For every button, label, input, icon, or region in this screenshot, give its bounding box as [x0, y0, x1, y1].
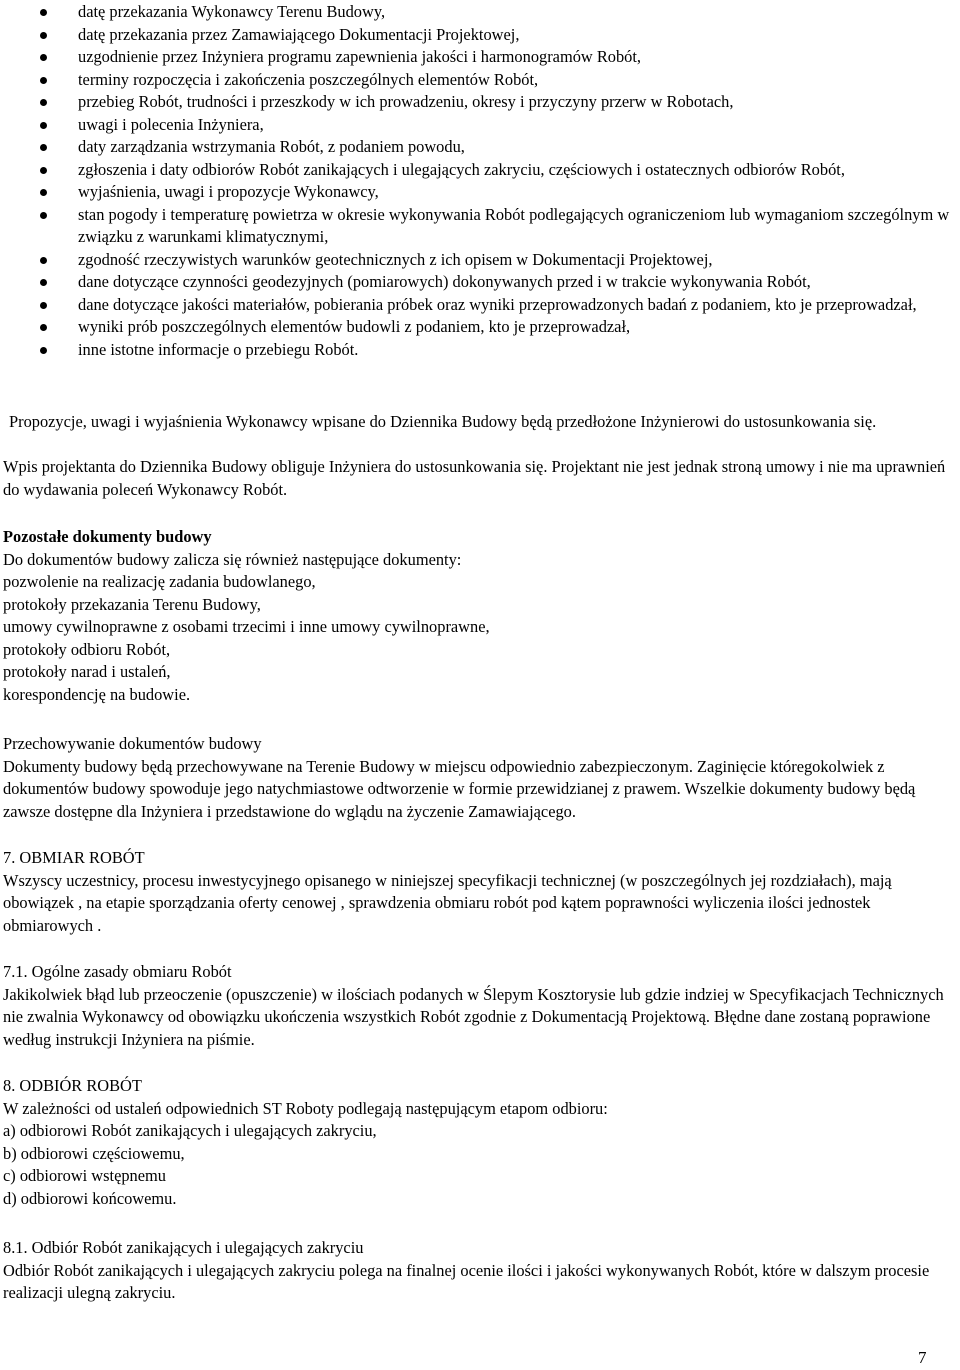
- list-item: dane dotyczące jakości materiałów, pobierania próbek oraz wyniki przeprowadzonych badań z podaniem, kto je przeprowadzał,: [0, 294, 960, 317]
- list-item: datę przekazania przez Zamawiającego Dokumentacji Projektowej,: [0, 24, 960, 47]
- section-text: Odbiór Robót zanikających i ulegających zakryciu polega na finalnej ocenie ilości i jakości wykonywanych Robót, które w dalszym procesie realizacji ulegną zakryciu.: [3, 1260, 930, 1302]
- bullet-dot-icon: [40, 9, 47, 16]
- pozostale-section: [3, 526, 958, 706]
- odbior-section: [3, 1075, 958, 1210]
- bullet-dot-icon: [40, 122, 47, 129]
- propozycje-paragraph: Propozycje, uwagi i wyjaśnienia Wykonawcy wpisane do Dziennika Budowy będą przedłożone Inżynierowi do ustosunkowania się.: [9, 412, 877, 431]
- text-line: d) odbiorowi końcowemu.: [3, 1188, 177, 1208]
- section-heading: Pozostałe dokumenty budowy: [3, 527, 212, 546]
- list-item: uzgodnienie przez Inżyniera programu zapewnienia jakości i harmonogramów Robót,: [0, 46, 960, 69]
- bullet-dot-icon: [40, 189, 47, 196]
- text-line: c) odbiorowi wstępnemu: [3, 1166, 166, 1185]
- bullet-dot-icon: [40, 324, 47, 331]
- text-line: b) odbiorowi częściowemu,: [3, 1143, 185, 1163]
- list-item: zgłoszenia i daty odbiorów Robót zanikających i ulegających zakryciu, częściowych i ostatecznych odbiorów Robót,: [0, 159, 960, 182]
- list-item: przebieg Robót, trudności i przeszkody w ich prowadzeniu, okresy i przyczyny przerw w Robotach,: [0, 91, 960, 114]
- list-item: daty zarządzania wstrzymania Robót, z podaniem powodu,: [0, 136, 960, 159]
- text-line: protokoły odbioru Robót,: [3, 639, 171, 659]
- list-item: stan pogody i temperaturę powietrza w okresie wykonywania Robót podlegających ograniczeniom lub wymaganiom szczególnym w związku z warunkami klimatycznymi,: [0, 204, 960, 249]
- list-item: dane dotyczące czynności geodezyjnych (pomiarowych) dokonywanych przed i w trakcie wykonywania Robót,: [0, 271, 960, 294]
- list-item: wyniki prób poszczególnych elementów budowli z podaniem, kto je przeprowadzał,: [0, 316, 960, 339]
- list-item: uwagi i polecenia Inżyniera,: [0, 114, 960, 137]
- list-item: terminy rozpoczęcia i zakończenia poszczególnych elementów Robót,: [0, 69, 960, 92]
- obmiar-section: [3, 847, 958, 937]
- bullet-dot-icon: [40, 32, 47, 39]
- section-heading: 8. ODBIÓR ROBÓT: [3, 1076, 142, 1095]
- bullet-dot-icon: [40, 54, 47, 61]
- wpis-paragraph: Wpis projektanta do Dziennika Budowy obliguje Inżyniera do ustosunkowania się. Projektant nie jest jednak stroną umowy i nie ma uprawnień do wydawania poleceń Wykonawcy Robót.: [3, 457, 946, 499]
- text-line: Do dokumentów budowy zalicza się również następujące dokumenty:: [3, 549, 462, 569]
- text-line: umowy cywilnoprawne z osobami trzecimi i inne umowy cywilnoprawne,: [3, 617, 490, 636]
- bullet-dot-icon: [40, 302, 47, 309]
- bullet-dot-icon: [40, 99, 47, 106]
- text-line: a) odbiorowi Robót zanikających i ulegających zakryciu,: [3, 1121, 377, 1140]
- section-text: Wszyscy uczestnicy, procesu inwestycyjnego opisanego w niniejszej specyfikacji technicznej (w poszczególnych jej rozdziałach), mają obowiązek , na etapie sporządzania oferty cenowej , sprawdzenia obmiaru robót pod kątem poprawności wyliczenia ilości jednostek obmiarowych .: [3, 870, 892, 935]
- bullet-dot-icon: [40, 144, 47, 151]
- section-text: Jakikolwiek błąd lub przeoczenie (opuszczenie) w ilościach podanych w Ślepym Kosztorysie lub gdzie indziej w Specyfikacjach Technicznych nie zwalnia Wykonawcy od obowiązku ukończenia wszystkich Robót zgodnie z Dokumentacją Projektową. Błędne dane zostaną poprawione według instrukcji Inżyniera na piśmie.: [3, 984, 944, 1049]
- list-item: datę przekazania Wykonawcy Terenu Budowy,: [0, 1, 960, 24]
- bullet-dot-icon: [40, 279, 47, 286]
- text-line: protokoły przekazania Terenu Budowy,: [3, 594, 261, 614]
- section-heading: 7.1. Ogólne zasady obmiaru Robót: [3, 962, 232, 981]
- odbior-zanik-section: [3, 1237, 958, 1305]
- bullet-dot-icon: [40, 257, 47, 264]
- bullet-dot-icon: [40, 212, 47, 219]
- bullet-dot-icon: [40, 347, 47, 354]
- zasady-section: [3, 961, 958, 1051]
- bullet-dot-icon: [40, 77, 47, 84]
- przechowywanie-section: [3, 733, 958, 823]
- bullet-dot-icon: [40, 167, 47, 174]
- text-line: korespondencję na budowie.: [3, 684, 191, 704]
- text-line: pozwolenie na realizację zadania budowlanego,: [3, 572, 316, 591]
- section-heading: 7. OBMIAR ROBÓT: [3, 848, 145, 867]
- section-heading: Przechowywanie dokumentów budowy: [3, 734, 262, 753]
- page-number: 7: [918, 1348, 927, 1367]
- section-text: Dokumenty budowy będą przechowywane na Terenie Budowy w miejscu odpowiednio zabezpieczonym. Zaginięcie któregokolwiek z dokumentów budowy spowoduje jego natychmiastowe odtworzenie w formie przewidzianej z prawem. Wszelkie dokumenty budowy będą zawsze dostępne dla Inżyniera i przedstawione do wglądu na życzenie Zamawiającego.: [3, 756, 916, 821]
- text-line: W zależności od ustaleń odpowiednich ST Roboty podlegają następującym etapom odbioru:: [3, 1098, 608, 1118]
- section-heading: 8.1. Odbiór Robót zanikających i ulegających zakryciu: [3, 1238, 364, 1257]
- list-item: zgodność rzeczywistych warunków geotechnicznych z ich opisem w Dokumentacji Projektowej,: [0, 249, 960, 272]
- text-line: protokoły narad i ustaleń,: [3, 662, 171, 681]
- bullet-list: [0, 1, 960, 361]
- list-item: inne istotne informacje o przebiegu Robót.: [0, 339, 960, 362]
- list-item: wyjaśnienia, uwagi i propozycje Wykonawcy,: [0, 181, 960, 204]
